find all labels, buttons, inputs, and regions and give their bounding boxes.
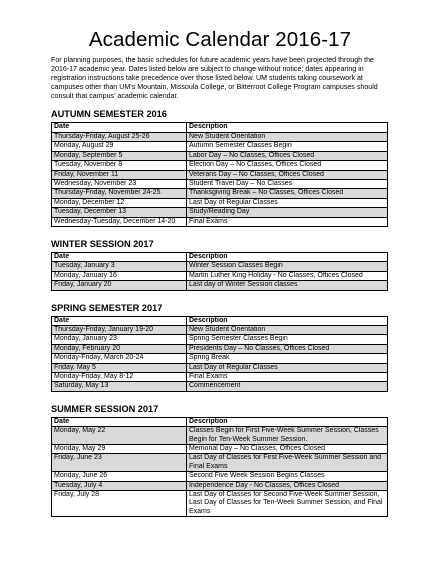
table-row <box>52 208 388 217</box>
table-row <box>52 189 388 198</box>
column-header-description: Description <box>187 252 388 261</box>
description-cell: Spring Break <box>187 354 388 363</box>
description-cell: Student Travel Day – No Classes <box>187 179 388 188</box>
description-cell: Last Day of Regular Classes <box>187 198 388 207</box>
table-header-row <box>52 417 388 426</box>
table-row <box>52 363 388 372</box>
table-row <box>52 481 388 490</box>
calendar-section <box>47 239 393 291</box>
date-cell: Thursday-Friday, January 19-20 <box>52 325 187 334</box>
description-cell: Veterans Day – No Classes, Offices Closed <box>187 170 388 179</box>
table-row <box>52 179 388 188</box>
section-title: AUTUMN SEMESTER 2016 <box>51 109 167 120</box>
description-cell: Final Exams <box>187 373 388 382</box>
description-cell: Final Exams <box>187 217 388 226</box>
table-row <box>52 445 388 454</box>
description-cell: Independence Day - No Classes, Offices Closed <box>187 481 388 490</box>
table-row <box>52 217 388 226</box>
date-cell: Friday, June 23 <box>52 454 187 472</box>
calendar-section <box>47 404 393 517</box>
description-cell: Memorial Day – No Classes, Offices Closed <box>187 445 388 454</box>
calendar-sections <box>47 109 393 517</box>
date-cell: Friday, January 20 <box>52 281 187 290</box>
table-row <box>52 151 388 160</box>
table-row <box>52 382 388 391</box>
description-cell: Last Day of Classes for Second Five-Week Summer Session, Last Day of Classes for Ten-Week Summer Session, and Final Exams <box>187 491 388 517</box>
table-header-row <box>52 123 388 132</box>
description-cell: Second Five Week Session Begins Classes <box>187 472 388 481</box>
description-cell: Thanksgiving Break – No Classes, Offices Closed <box>187 189 388 198</box>
description-cell: Last Day of Regular Classes <box>187 363 388 372</box>
description-cell: Last Day of Classes for First Five-Week Summer Session and Final Exams <box>187 454 388 472</box>
description-cell: Study/Reading Day <box>187 208 388 217</box>
date-cell: Monday, May 29 <box>52 445 187 454</box>
table-row <box>52 142 388 151</box>
intro-paragraph: For planning purposes, the basic schedules for future academic years have been projected through the 2016-17 academic year. Dates listed below are subject to change without notice; dates appearing in registration instructions take precedence over those listed below. UM students taking coursework at campuses other than UM’s Mountain, Missoula College, or Bitterroot College Program campuses should consult that campus’ academic calendar. <box>51 56 378 101</box>
column-header-description: Description <box>187 123 388 132</box>
date-cell: Thursday-Friday, November 24-25 <box>52 189 187 198</box>
date-cell: Friday, July 28 <box>52 491 187 517</box>
table-header-row <box>52 252 388 261</box>
table-row <box>52 427 388 445</box>
date-cell: Tuesday, July 4 <box>52 481 187 490</box>
calendar-table <box>51 122 388 226</box>
description-cell: Labor Day – No Classes, Offices Closed <box>187 151 388 160</box>
calendar-table <box>51 417 388 517</box>
date-cell: Wednesday-Tuesday, December 14-20 <box>52 217 187 226</box>
table-row <box>52 373 388 382</box>
table-row <box>52 454 388 472</box>
table-row <box>52 262 388 271</box>
table-row <box>52 132 388 141</box>
date-cell: Saturday, May 13 <box>52 382 187 391</box>
date-cell: Monday-Friday, March 20-24 <box>52 354 187 363</box>
table-row <box>52 354 388 363</box>
table-row <box>52 198 388 207</box>
calendar-section <box>47 303 393 392</box>
section-title: SPRING SEMESTER 2017 <box>51 302 163 313</box>
table-row <box>52 161 388 170</box>
description-cell: Presidents Day – No Classes, Offices Closed <box>187 344 388 353</box>
date-cell: Monday, February 20 <box>52 344 187 353</box>
description-cell: Commencement <box>187 382 388 391</box>
date-cell: Monday, August 29 <box>52 142 187 151</box>
date-cell: Monday, September 5 <box>52 151 187 160</box>
description-cell: Winter Session Classes Begin <box>187 262 388 271</box>
date-cell: Tuesday, January 3 <box>52 262 187 271</box>
section-title: SUMMER SESSION 2017 <box>51 403 159 414</box>
date-cell: Monday, December 12 <box>52 198 187 207</box>
calendar-table <box>51 252 388 291</box>
column-header-date: Date <box>52 417 187 426</box>
date-cell: Tuesday, November 8 <box>52 161 187 170</box>
description-cell: New Student Orientation <box>187 132 388 141</box>
table-row <box>52 344 388 353</box>
table-row <box>52 491 388 517</box>
column-header-description: Description <box>187 417 388 426</box>
description-cell: New Student Orientation <box>187 325 388 334</box>
table-row <box>52 170 388 179</box>
table-row <box>52 325 388 334</box>
date-cell: Friday, May 5 <box>52 363 187 372</box>
calendar-table <box>51 316 388 392</box>
description-cell: Last day of Winter Session classes <box>187 281 388 290</box>
description-cell: Election Day – No Classes, Offices Closed <box>187 161 388 170</box>
date-cell: Monday, January 23 <box>52 335 187 344</box>
table-header-row <box>52 316 388 325</box>
date-cell: Monday, May 22 <box>52 427 187 445</box>
table-row <box>52 281 388 290</box>
date-cell: Wednesday, November 23 <box>52 179 187 188</box>
date-cell: Monday, June 26 <box>52 472 187 481</box>
calendar-section <box>47 109 393 226</box>
date-cell: Monday-Friday, May 8-12 <box>52 373 187 382</box>
column-header-date: Date <box>52 316 187 325</box>
description-cell: Martin Luther King Holiday - No Classes, Offices Closed <box>187 271 388 280</box>
page-title: Academic Calendar 2016-17 <box>88 28 352 51</box>
column-header-date: Date <box>52 123 187 132</box>
description-cell: Classes Begin for First Five-Week Summer Session, Classes Begin for Ten-Week Summer Session. <box>187 427 388 445</box>
column-header-description: Description <box>187 316 388 325</box>
section-title: WINTER SESSION 2017 <box>51 238 154 249</box>
description-cell: Autumn Semester Classes Begin <box>187 142 388 151</box>
date-cell: Friday, November 11 <box>52 170 187 179</box>
date-cell: Monday, January 16 <box>52 271 187 280</box>
date-cell: Thursday-Friday, August 25-26 <box>52 132 187 141</box>
table-row <box>52 472 388 481</box>
table-row <box>52 271 388 280</box>
date-cell: Tuesday, December 13 <box>52 208 187 217</box>
table-row <box>52 335 388 344</box>
description-cell: Spring Semester Classes Begin <box>187 335 388 344</box>
column-header-date: Date <box>52 252 187 261</box>
